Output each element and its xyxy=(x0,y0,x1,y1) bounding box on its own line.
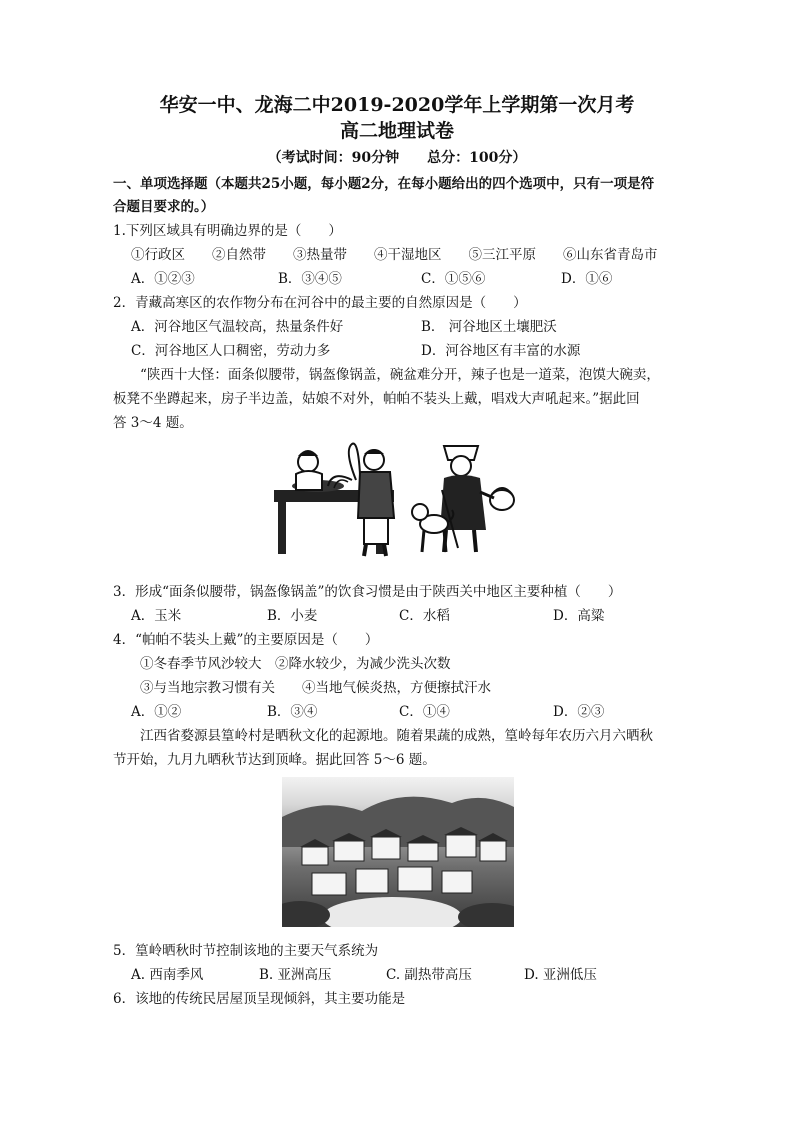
question-1-option-d: D．①⑥ xyxy=(561,271,613,287)
passage-1-line-3: 答 3～4 题。 xyxy=(113,415,193,431)
question-1-items: ①行政区 ②自然带 ③热量带 ④干湿地区 ⑤三江平原 ⑥山东省青岛市 xyxy=(131,247,658,263)
passage-1-line-1: “陕西十大怪：面条似腰带，锅盔像锅盖，碗盆难分开，辣子也是一道菜，泡馍大碗卖， xyxy=(140,367,660,383)
question-4-option-a: A．①② xyxy=(131,704,182,720)
shaanxi-cartoon-illustration xyxy=(268,440,520,562)
question-1-option-b: B．③④⑤ xyxy=(278,271,342,287)
question-3-option-d: D．高粱 xyxy=(553,608,605,624)
passage-1-line-2: 板凳不坐蹲起来，房子半边盖，姑娘不对外，帕帕不装头上戴，唱戏大声吼起来。”据此回 xyxy=(113,391,640,407)
question-5-option-c: C. 副热带高压 xyxy=(386,967,472,983)
passage-2-line-1: 江西省婺源县篁岭村是晒秋文化的起源地。随着果蔬的成熟，篁岭每年农历六月六晒秋 xyxy=(140,728,653,744)
exam-title: 华安一中、龙海二中2019-2020学年上学期第一次月考 xyxy=(159,94,635,116)
question-3-option-b: B．小麦 xyxy=(267,608,318,624)
question-4-stem: 4．“帕帕不装头上戴”的主要原因是（ ） xyxy=(113,632,379,648)
question-6-stem: 6．该地的传统民居屋顶呈现倾斜，其主要功能是 xyxy=(113,991,406,1007)
question-4-option-b: B．③④ xyxy=(267,704,318,720)
question-4-items-2: ③与当地宗教习惯有关 ④当地气候炎热，方便擦拭汗水 xyxy=(140,680,491,696)
question-1-option-a: A．①②③ xyxy=(131,271,195,287)
question-5-option-d: D. 亚洲低压 xyxy=(524,967,597,983)
question-3-option-a: A．玉米 xyxy=(131,608,182,624)
question-3-option-c: C．水稻 xyxy=(399,608,450,624)
question-2-option-d: D．河谷地区有丰富的水源 xyxy=(421,343,581,359)
question-1-option-c: C．①⑤⑥ xyxy=(421,271,486,287)
exam-info: （考试时间：90分钟 总分：100分） xyxy=(267,150,527,166)
question-5-stem: 5．篁岭晒秋时节控制该地的主要天气系统为 xyxy=(113,943,379,959)
section-heading: 一、单项选择题（本题共25小题，每小题2分，在每小题给出的四个选项中，只有一项是符 xyxy=(113,176,655,192)
exam-subtitle: 高二地理试卷 xyxy=(339,120,454,142)
question-5-option-a: A. 西南季风 xyxy=(131,967,204,983)
question-4-items-1: ①冬春季节风沙较大 ②降水较少，为减少洗头次数 xyxy=(140,656,451,672)
question-4-option-c: C．①④ xyxy=(399,704,450,720)
passage-2-line-2: 节开始，九月九晒秋节达到顶峰。据此回答 5～6 题。 xyxy=(113,752,436,768)
question-2-option-b: B． 河谷地区土壤肥沃 xyxy=(421,319,557,335)
section-heading-cont: 合题目要求的。） xyxy=(113,199,215,215)
question-1-stem: 1.下列区域具有明确边界的是（ ） xyxy=(113,223,342,239)
question-5-option-b: B. 亚洲高压 xyxy=(259,967,332,983)
question-2-option-a: A．河谷地区气温较高，热量条件好 xyxy=(131,319,344,335)
huangling-village-photo xyxy=(282,777,514,927)
question-3-stem: 3．形成“面条似腰带，锅盔像锅盖”的饮食习惯是由于陕西关中地区主要种植（ ） xyxy=(113,584,622,600)
question-2-option-c: C．河谷地区人口稠密，劳动力多 xyxy=(131,343,331,359)
question-2-stem: 2．青藏高寒区的农作物分布在河谷中的最主要的自然原因是（ ） xyxy=(113,295,527,311)
question-4-option-d: D．②③ xyxy=(553,704,605,720)
